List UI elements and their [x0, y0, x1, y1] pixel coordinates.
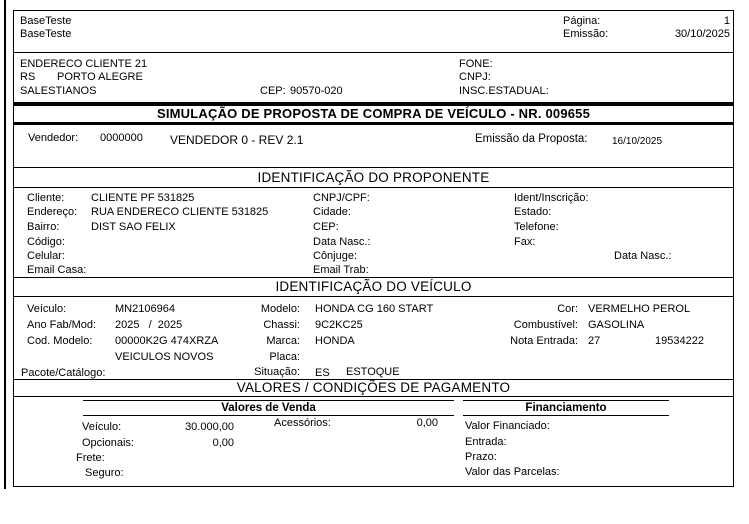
- dealer-district: SALESTIANOS: [20, 85, 97, 97]
- ano-fab-mod-value: 2025 / 2025: [115, 319, 183, 331]
- email-trab-label: Email Trab:: [313, 264, 369, 276]
- celular-label: Celular:: [27, 250, 65, 262]
- cliente-label: Cliente:: [27, 192, 65, 204]
- opcionais-value: 0,00: [212, 437, 234, 449]
- bairro-label: Bairro:: [27, 221, 60, 233]
- insc-estadual-label: INSC.ESTADUAL:: [459, 85, 549, 97]
- dealer-cep-label: CEP:: [260, 85, 286, 97]
- cod-modelo-label: Cod. Modelo:: [27, 335, 93, 347]
- payment-section-header: VALORES / CONDIÇÕES DE PAGAMENTO: [13, 380, 734, 397]
- pay-veiculo-label: Veículo:: [82, 421, 122, 433]
- sale-values-header: Valores de Venda: [83, 400, 454, 416]
- financing-header: Financiamento: [463, 400, 669, 416]
- pacote-catalogo-label: Pacote/Catálogo:: [21, 367, 106, 379]
- pay-veiculo-value: 30.000,00: [185, 421, 234, 433]
- cep-label: CEP:: [313, 221, 339, 233]
- nota-entrada-value: 19534222: [655, 335, 704, 347]
- modelo-label: Modelo:: [260, 303, 300, 315]
- dealer-city: PORTO ALEGRE: [57, 71, 143, 83]
- vehicle-section-header: IDENTIFICAÇÃO DO VEÍCULO: [13, 278, 734, 297]
- marca-value: HONDA: [315, 335, 355, 347]
- situacao-code: ES: [315, 367, 330, 379]
- fax-label: Fax:: [514, 236, 536, 248]
- marca-label: Marca:: [266, 335, 300, 347]
- combustivel-value: GASOLINA: [588, 319, 645, 331]
- dealer-state: RS: [20, 71, 36, 83]
- valor-financiado-label: Valor Financiado:: [465, 420, 550, 432]
- cor-value: VERMELHO PEROL: [588, 303, 691, 315]
- endereco-label: Endereço:: [27, 206, 78, 218]
- company-name-line2: BaseTeste: [20, 28, 72, 40]
- telefone-label: Telefone:: [514, 221, 559, 233]
- page-left-border: [4, 0, 6, 489]
- cor-label: Cor:: [557, 303, 578, 315]
- cnpj-cpf-label: CNPJ/CPF:: [313, 192, 370, 204]
- cod-modelo-value: 00000K2G 474XRZA: [115, 335, 219, 347]
- chassi-value: 9C2KC25: [315, 319, 363, 331]
- categoria-value: VEICULOS NOVOS: [115, 351, 214, 363]
- proponent-section-header: IDENTIFICAÇÃO DO PROPONENTE: [13, 168, 734, 188]
- company-name-line1: BaseTeste: [20, 15, 72, 27]
- vendor-code: 0000000: [100, 132, 143, 144]
- situacao-label: Situação:: [254, 366, 300, 378]
- proposal-emission-date: 16/10/2025: [612, 136, 663, 147]
- report-header-box: [13, 10, 734, 53]
- combustivel-label: Combustível:: [513, 319, 578, 331]
- frete-label: Frete:: [76, 452, 105, 464]
- veiculo-value: MN2106964: [115, 303, 175, 315]
- ident-inscricao-label: Ident/Inscrição:: [514, 192, 589, 204]
- chassi-label: Chassi:: [263, 319, 300, 331]
- data-nasc2-label: Data Nasc.:: [614, 250, 672, 262]
- endereco-value: RUA ENDERECO CLIENTE 531825: [91, 206, 269, 218]
- acessorios-value: 0,00: [416, 417, 438, 429]
- situacao-value: ESTOQUE: [346, 366, 400, 378]
- entrada-label: Entrada:: [465, 436, 507, 448]
- estado-label: Estado:: [514, 206, 552, 218]
- report-title-bar: SIMULAÇÃO DE PROPOSTA DE COMPRA DE VEÍCULO - NR. 009655: [13, 103, 734, 125]
- proposal-emission-label: Emissão da Proposta:: [475, 133, 588, 145]
- page-number: 1: [723, 15, 730, 27]
- seguro-label: Seguro:: [85, 467, 124, 479]
- modelo-value: HONDA CG 160 START: [315, 303, 434, 315]
- emission-label: Emissão:: [563, 28, 609, 40]
- codigo-label: Código:: [27, 236, 65, 248]
- fone-label: FONE:: [459, 58, 493, 70]
- emission-date: 30/10/2025: [674, 28, 730, 40]
- vendor-label: Vendedor:: [28, 132, 79, 144]
- acessorios-label: Acessórios:: [274, 417, 331, 429]
- page-label: Página:: [563, 15, 601, 27]
- cidade-label: Cidade:: [313, 206, 351, 218]
- nota-entrada-label: Nota Entrada:: [510, 335, 578, 347]
- conjuge-label: Cônjuge:: [313, 250, 358, 262]
- cnpj-label: CNPJ:: [459, 71, 491, 83]
- nota-entrada-num: 27: [588, 335, 601, 347]
- data-nasc-label: Data Nasc.:: [313, 236, 371, 248]
- opcionais-label: Opcionais:: [82, 437, 134, 449]
- placa-label: Placa:: [269, 351, 300, 363]
- valor-parcelas-label: Valor das Parcelas:: [465, 466, 560, 478]
- veiculo-label: Veículo:: [27, 303, 67, 315]
- dealer-cep-value: 90570-020: [290, 85, 343, 97]
- ano-fab-mod-label: Ano Fab/Mod:: [27, 319, 97, 331]
- email-casa-label: Email Casa:: [27, 264, 87, 276]
- cliente-value: CLIENTE PF 531825: [91, 192, 195, 204]
- dealer-street: ENDERECO CLIENTE 21: [20, 58, 148, 70]
- bairro-value: DIST SAO FELIX: [91, 221, 176, 233]
- prazo-label: Prazo:: [465, 451, 497, 463]
- vendor-name: VENDEDOR 0 - REV 2.1: [170, 133, 304, 147]
